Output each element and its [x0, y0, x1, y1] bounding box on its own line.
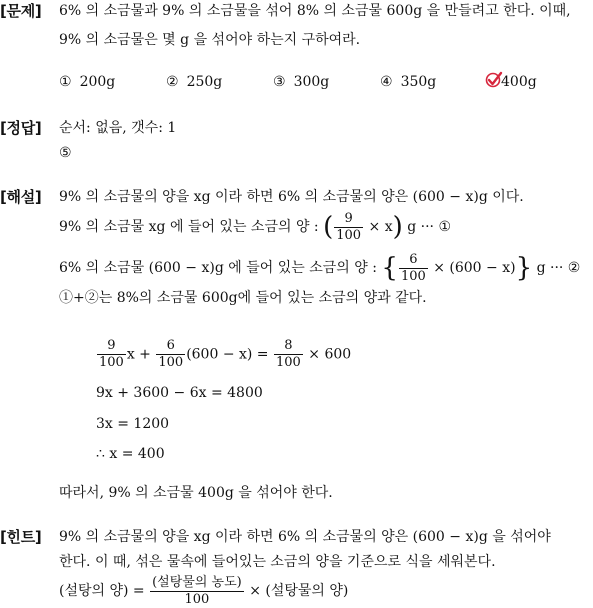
left-brace: { [381, 253, 398, 283]
frac-numerator: 9 [97, 338, 126, 355]
hint-fraction [150, 575, 244, 608]
choice-3[interactable] [273, 70, 329, 94]
answer-line-2: ⑤ [59, 145, 72, 161]
check-mark-icon [485, 71, 501, 87]
equation-1-term-1: x + [126, 346, 151, 363]
hint-tag: [힌트] [0, 528, 42, 546]
frac-numerator: 8 [274, 338, 303, 355]
choice-2-mark: ② [166, 74, 179, 90]
solution-tag: [해설] [0, 188, 42, 206]
equation-1 [96, 338, 351, 371]
solution-line-3-post: g ··· ② [536, 260, 581, 276]
choice-2-label: 250g [186, 74, 223, 90]
solution-line-3-mid: × (600 − x) [433, 260, 516, 276]
frac-denominator: 100 [276, 355, 301, 370]
left-paren: ( [323, 212, 334, 242]
equation-1-term-3: × 600 [308, 346, 352, 363]
choice-3-label: 300g [293, 74, 330, 90]
frac-numerator: 6 [156, 338, 185, 355]
right-paren: ) [392, 212, 403, 242]
problem-line-1: 6% 의 소금물과 9% 의 소금물을 섞어 8% 의 소금물 600g 을 만들려고 한다. 이때, [59, 3, 571, 19]
choice-1-mark: ① [59, 74, 72, 90]
answer-line-1: 순서: 없음, 갯수: 1 [59, 120, 177, 136]
answer-tag: [정답] [0, 119, 42, 137]
fraction-8-100 [274, 338, 303, 371]
frac-numerator: (설탕물의 농도) [152, 574, 242, 590]
choice-1[interactable] [59, 70, 115, 94]
solution-line-4: ①+②는 8%의 소금물 600g에 들어 있는 소금의 양과 같다. [59, 290, 427, 306]
choice-4-label: 350g [400, 74, 437, 90]
hint-line-2: 한다. 이 때, 섞은 물속에 들어있는 소금의 양을 기준으로 식을 세워본다. [59, 554, 496, 570]
fraction-6-100 [156, 338, 185, 371]
solution-line-3-text: 6% 의 소금물 (600 − x)g 에 들어 있는 소금의 양 : [59, 260, 377, 276]
choice-1-label: 200g [79, 74, 116, 90]
frac-denominator: 100 [400, 268, 426, 284]
equation-4: ∴ x = 400 [96, 446, 165, 462]
solution-conclusion-wrap [59, 482, 589, 505]
solution-line-2-post: g ··· ① [407, 219, 451, 235]
solution-line-3 [59, 249, 589, 287]
answer-body [59, 117, 589, 165]
right-brace: } [515, 253, 533, 283]
equation-1-term-2: (600 − x) = [186, 346, 269, 363]
hint-line-1: 9% 의 소금물의 양을 xg 이라 하면 6% 의 소금물의 양은 (600 − x)g 을 섞어야 [59, 529, 551, 545]
problem-tag: [문제] [0, 2, 42, 20]
solution-line-2-mid: × x [368, 219, 393, 235]
choice-4[interactable] [380, 70, 436, 94]
frac-numerator: 9 [334, 211, 363, 228]
frac-denominator: 100 [99, 355, 124, 370]
hint-formula-right: × (설탕물의 양) [249, 583, 349, 599]
fraction-6-100 [399, 252, 428, 285]
choice-5[interactable] [485, 70, 537, 94]
frac-denominator: 100 [158, 355, 184, 370]
fraction-9-100 [97, 338, 126, 371]
frac-numerator: 6 [399, 252, 428, 269]
choice-4-mark: ④ [380, 74, 393, 90]
hint-formula-left: (설탕의 양) = [59, 583, 145, 599]
hint-body [59, 526, 589, 608]
equation-3: 3x = 1200 [96, 416, 170, 432]
fraction-9-100 [334, 211, 363, 244]
frac-denominator: 100 [336, 227, 362, 243]
choice-list [59, 70, 579, 94]
equation-2: 9x + 3600 − 6x = 4800 [96, 385, 263, 401]
choice-2[interactable] [166, 70, 222, 94]
choice-3-mark: ③ [273, 74, 286, 90]
solution-line-2 [59, 209, 589, 245]
choice-5-label: 400g [501, 74, 537, 90]
frac-denominator: 100 [184, 591, 210, 607]
solution-line-2-text: 9% 의 소금물 xg 에 들어 있는 소금의 양 : [59, 219, 319, 235]
hint-formula [59, 574, 589, 608]
problem-body [59, 0, 589, 52]
solution-body [59, 186, 589, 310]
solution-conclusion: 따라서, 9% 의 소금물 400g 을 섞어야 한다. [59, 485, 333, 501]
solution-line-1: 9% 의 소금물의 양을 xg 이라 하면 6% 의 소금물의 양은 (600 − x)g 이다. [59, 189, 524, 205]
problem-line-2: 9% 의 소금물은 몇 g 을 섞어야 하는지 구하여라. [59, 32, 361, 48]
